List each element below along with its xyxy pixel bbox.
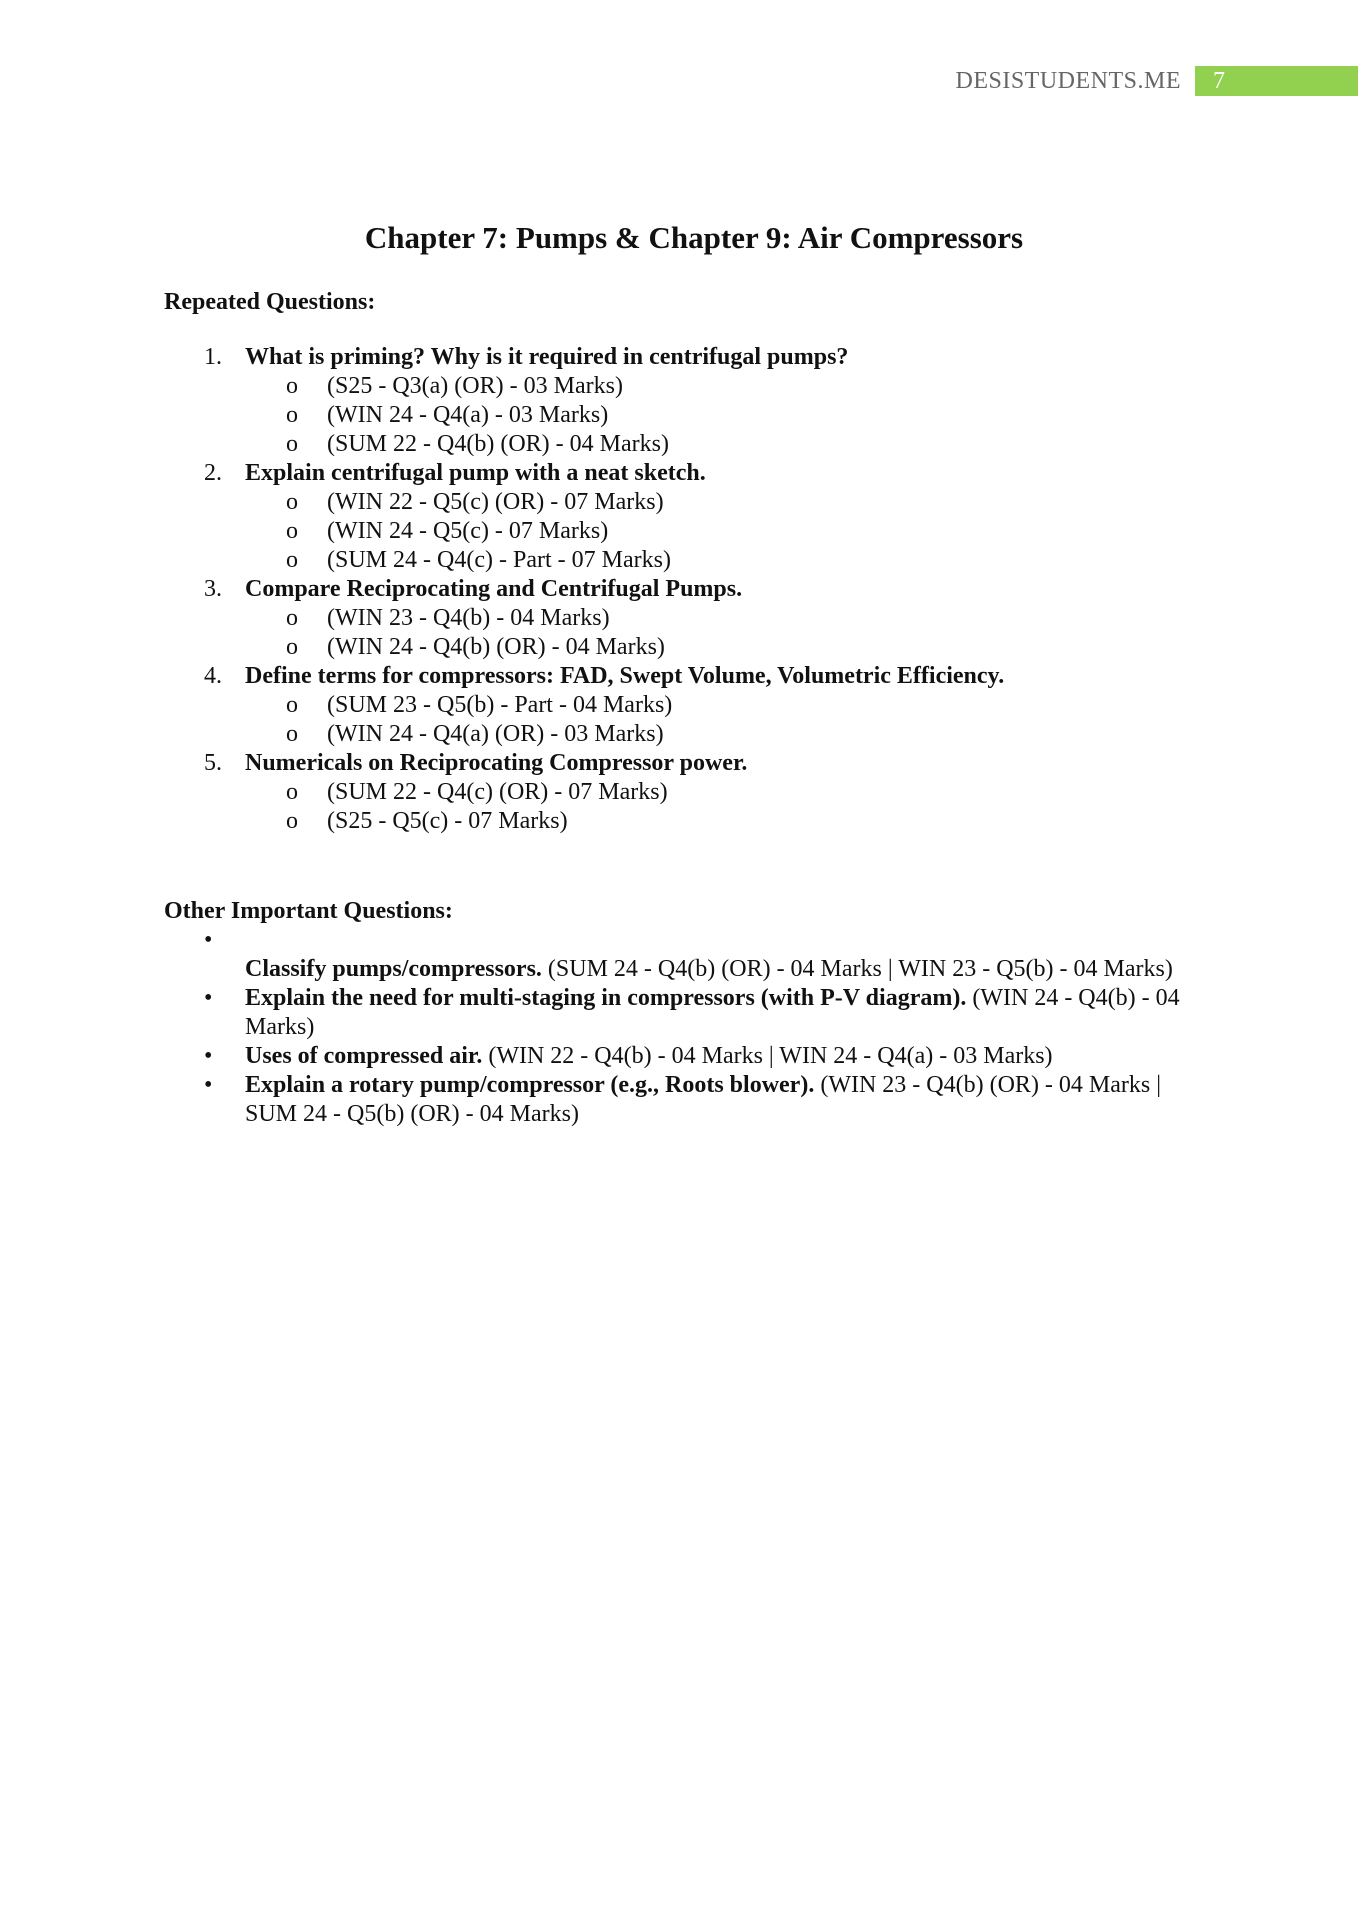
circle-bullet-icon: o (286, 634, 298, 660)
circle-bullet-icon: o (286, 518, 298, 544)
page-header (955, 66, 1358, 96)
reference-text: (S25 - Q3(a) (OR) - 03 Marks) (327, 373, 623, 399)
circle-bullet-icon: o (286, 547, 298, 573)
question-text: Define terms for compressors: FAD, Swept Volume, Volumetric Efficiency. (245, 663, 1005, 689)
reference-text: (WIN 22 - Q4(b) - 04 Marks | WIN 24 - Q4(a) - 03 Marks) (482, 1043, 1053, 1069)
reference-text: (SUM 23 - Q5(b) - Part - 04 Marks) (327, 692, 673, 718)
list-item (164, 926, 1224, 984)
reference-text: (WIN 24 - Q4(a) (OR) - 03 Marks) (327, 721, 664, 747)
reference-item (164, 401, 1224, 430)
list-item (164, 984, 1224, 1042)
reference-item (164, 778, 1224, 807)
question-item (164, 575, 1224, 604)
question-text: Uses of compressed air. (245, 1043, 483, 1069)
reference-text: (WIN 24 - Q5(c) - 07 Marks) (327, 518, 609, 544)
reference-text: (WIN 24 - Q4(b) - 04 Marks) (245, 985, 1180, 1040)
reference-item (164, 604, 1224, 633)
circle-bullet-icon: o (286, 402, 298, 428)
reference-text: (SUM 22 - Q4(b) (OR) - 04 Marks) (327, 431, 669, 457)
reference-text: (WIN 23 - Q4(b) - 04 Marks) (327, 605, 610, 631)
reference-text: (WIN 24 - Q4(a) - 03 Marks) (327, 402, 609, 428)
circle-bullet-icon: o (286, 373, 298, 399)
page-title: Chapter 7: Pumps & Chapter 9: Air Compressors (364, 220, 1024, 255)
question-text: Compare Reciprocating and Centrifugal Pumps. (245, 576, 743, 602)
reference-text: (SUM 22 - Q4(c) (OR) - 07 Marks) (327, 779, 668, 805)
question-text: Numericals on Reciprocating Compressor power. (245, 750, 748, 776)
list-item (164, 1042, 1224, 1071)
site-name: DESISTUDENTS.ME (955, 67, 1181, 94)
circle-bullet-icon: o (286, 808, 298, 834)
question-text: What is priming? Why is it required in centrifugal pumps? (245, 344, 849, 370)
question-number: 2. (204, 460, 222, 486)
reference-text: (S25 - Q5(c) - 07 Marks) (327, 808, 568, 834)
circle-bullet-icon: o (286, 721, 298, 747)
question-number: 3. (204, 576, 222, 602)
list-item (164, 1071, 1224, 1129)
reference-text: (WIN 24 - Q4(b) (OR) - 04 Marks) (327, 634, 665, 660)
question-text: Explain a rotary pump/compressor (e.g., Roots blower). (245, 1072, 815, 1098)
repeated-questions-list (164, 343, 1224, 836)
bullet-icon: • (204, 927, 213, 953)
circle-bullet-icon: o (286, 779, 298, 805)
other-questions-heading: Other Important Questions: (164, 898, 453, 924)
reference-item (164, 430, 1224, 459)
reference-item (164, 720, 1224, 749)
bullet-icon: • (204, 1072, 213, 1098)
reference-item (164, 517, 1224, 546)
question-text: Explain the need for multi-staging in compressors (with P-V diagram). (245, 985, 967, 1011)
page-number: 7 (1195, 66, 1358, 96)
bullet-icon: • (204, 1043, 213, 1069)
reference-text: (WIN 22 - Q5(c) (OR) - 07 Marks) (327, 489, 664, 515)
question-number: 4. (204, 663, 222, 689)
reference-item (164, 546, 1224, 575)
reference-item (164, 807, 1224, 836)
circle-bullet-icon: o (286, 431, 298, 457)
question-text: Explain centrifugal pump with a neat sketch. (245, 460, 706, 486)
reference-item (164, 633, 1224, 662)
other-questions-list (164, 926, 1224, 1129)
bullet-icon: • (204, 985, 213, 1011)
reference-text: (WIN 23 - Q4(b) (OR) - 04 Marks | SUM 24 - Q5(b) (OR) - 04 Marks) (245, 1072, 1162, 1127)
circle-bullet-icon: o (286, 605, 298, 631)
question-item (164, 459, 1224, 488)
reference-item (164, 372, 1224, 401)
question-number: 5. (204, 750, 222, 776)
question-item (164, 343, 1224, 372)
circle-bullet-icon: o (286, 489, 298, 515)
question-item (164, 662, 1224, 691)
reference-item (164, 691, 1224, 720)
reference-text: (SUM 24 - Q4(c) - Part - 07 Marks) (327, 547, 671, 573)
question-text: Classify pumps/compressors. (245, 956, 542, 982)
repeated-questions-heading: Repeated Questions: (164, 289, 376, 315)
reference-item (164, 488, 1224, 517)
question-number: 1. (204, 344, 222, 370)
reference-text: (SUM 24 - Q4(b) (OR) - 04 Marks | WIN 23 - Q5(b) - 04 Marks) (541, 956, 1173, 982)
question-item (164, 749, 1224, 778)
circle-bullet-icon: o (286, 692, 298, 718)
